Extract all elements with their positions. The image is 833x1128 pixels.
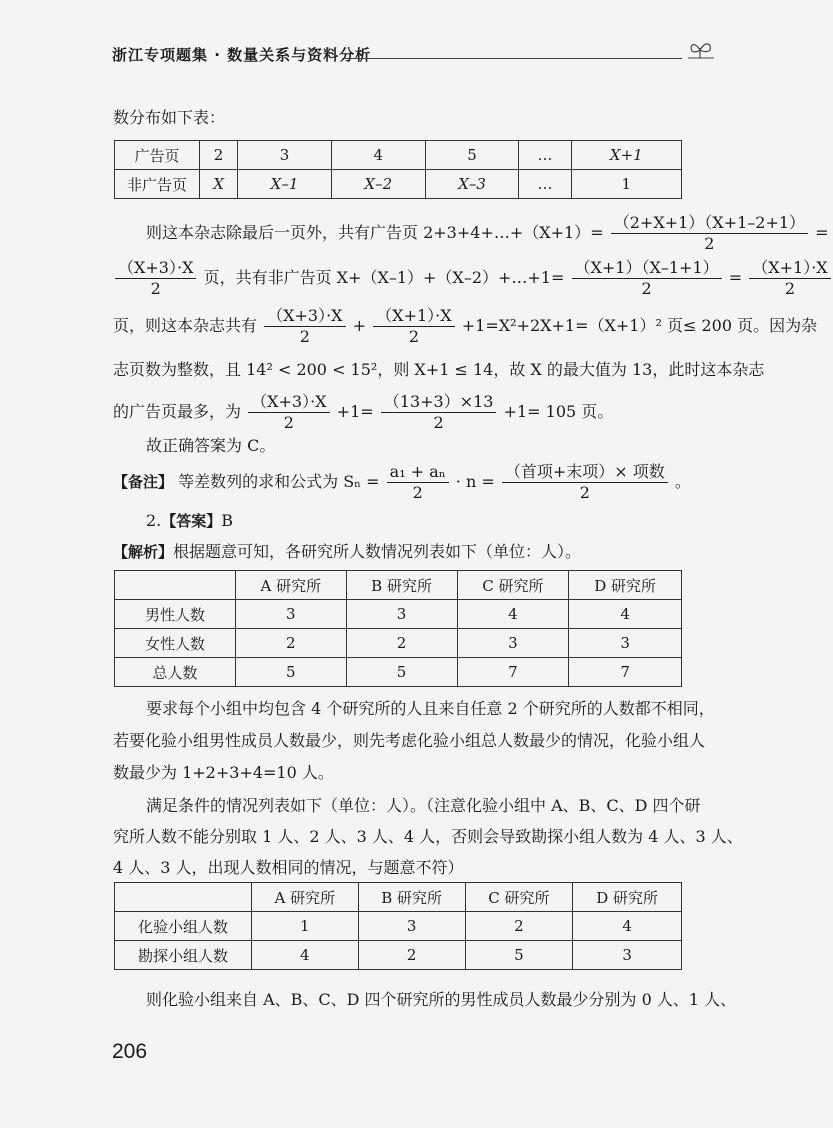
table-row bbox=[115, 912, 682, 941]
page-number: 206 bbox=[112, 1040, 148, 1063]
table-cell: X bbox=[200, 170, 238, 199]
table-cell: 2 bbox=[236, 629, 347, 658]
numerator: （X+1）·X bbox=[373, 306, 454, 327]
ad-page-table bbox=[114, 140, 682, 199]
numerator: （X+1）（X–1+1） bbox=[572, 258, 722, 279]
fraction bbox=[611, 213, 808, 254]
table-cell: X–2 bbox=[331, 170, 425, 199]
answer-value: B bbox=[221, 511, 234, 530]
denominator: 2 bbox=[704, 234, 715, 253]
answer-line: 故正确答案为 C。 bbox=[146, 436, 276, 455]
table-cell: 勘探小组人数 bbox=[115, 941, 252, 970]
text-run: 的广告页最多，为 bbox=[113, 402, 242, 421]
table-cell: 1 bbox=[252, 912, 359, 941]
table-cell: 广告页 bbox=[115, 141, 200, 170]
text-line: 4 人、3 人，出现人数相同的情况，与题意不符） bbox=[113, 858, 464, 877]
analysis-label: 【解析】 bbox=[113, 543, 174, 561]
table-row bbox=[115, 170, 682, 199]
table-cell: 5 bbox=[425, 141, 519, 170]
numerator: （X+1）·X bbox=[749, 258, 830, 279]
table-cell: A 研究所 bbox=[236, 571, 347, 600]
note-label: 【备注】 bbox=[113, 473, 174, 491]
table-cell: 3 bbox=[358, 912, 465, 941]
table-cell: B 研究所 bbox=[346, 571, 457, 600]
intro-text: 数分布如下表： bbox=[113, 108, 226, 127]
fraction bbox=[381, 392, 497, 433]
text-run: 页，则这本杂志共有 bbox=[113, 316, 258, 335]
text-run: + bbox=[352, 316, 367, 335]
text-run: = bbox=[815, 223, 829, 242]
question-number: 2. bbox=[146, 511, 162, 530]
table-cell: X+1 bbox=[571, 141, 681, 170]
table-cell: C 研究所 bbox=[457, 571, 569, 600]
table-cell: 4 bbox=[252, 941, 359, 970]
table-cell: 3 bbox=[238, 141, 332, 170]
text-run: 则这本杂志除最后一页外，共有广告页 2+3+4+…+（X+1）= bbox=[146, 223, 604, 242]
table-cell: 5 bbox=[346, 658, 457, 687]
numerator: （2+X+1）（X+1–2+1） bbox=[611, 213, 808, 234]
table-cell: 2 bbox=[200, 141, 238, 170]
table-cell: 3 bbox=[569, 629, 682, 658]
running-header: 浙江专项题集 · 数量关系与资料分析 bbox=[112, 46, 372, 64]
denominator: 2 bbox=[408, 327, 419, 346]
table-cell: D 研究所 bbox=[573, 883, 682, 912]
table-cell: 7 bbox=[457, 658, 569, 687]
answer-label: 【答案】 bbox=[161, 512, 222, 530]
denominator: 2 bbox=[579, 483, 590, 502]
text-run: +1= 105 页。 bbox=[503, 402, 614, 421]
text-run: 根据题意可知，各研究所人数情况列表如下（单位：人）。 bbox=[173, 542, 582, 561]
fraction bbox=[502, 462, 668, 503]
text-line: 数最少为 1+2+3+4=10 人。 bbox=[113, 763, 334, 782]
note-line bbox=[113, 462, 691, 503]
text-line: 志页数为整数，且 14² < 200 < 15²，则 X+1 ≤ 14，故 X 的最大值为 13，此时这本杂志 bbox=[113, 360, 765, 379]
table-header-row bbox=[115, 571, 682, 600]
text-run: +1=X²+2X+1=（X+1）² 页≤ 200 页。因为杂 bbox=[461, 316, 818, 335]
formula-line-2 bbox=[113, 258, 833, 299]
numerator: a₁ + aₙ bbox=[387, 462, 449, 483]
table-cell bbox=[115, 883, 252, 912]
fraction bbox=[387, 462, 449, 503]
table-cell: 7 bbox=[569, 658, 682, 687]
table-row bbox=[115, 941, 682, 970]
denominator: 2 bbox=[150, 279, 161, 298]
text-run: +1= bbox=[336, 402, 374, 421]
fraction bbox=[572, 258, 722, 299]
table-cell: 男性人数 bbox=[115, 600, 236, 629]
table-cell: 3 bbox=[573, 941, 682, 970]
table-cell: 3 bbox=[457, 629, 569, 658]
denominator: 2 bbox=[412, 483, 423, 502]
sprout-icon bbox=[686, 38, 716, 66]
denominator: 2 bbox=[784, 279, 796, 298]
text-run: · n = bbox=[455, 472, 495, 491]
table-cell: 2 bbox=[346, 629, 457, 658]
table-cell: 5 bbox=[236, 658, 347, 687]
table-row bbox=[115, 658, 682, 687]
table-cell: B 研究所 bbox=[358, 883, 465, 912]
fraction bbox=[115, 258, 196, 299]
text-run: 等差数列的求和公式为 Sₙ = bbox=[178, 472, 380, 491]
numerator: （首项+末项）× 项数 bbox=[502, 462, 668, 483]
table-cell: X–1 bbox=[238, 170, 332, 199]
formula-line-3 bbox=[113, 306, 817, 347]
denominator: 2 bbox=[283, 413, 294, 432]
table-row bbox=[115, 600, 682, 629]
denominator: 2 bbox=[641, 279, 652, 298]
table-cell: 非广告页 bbox=[115, 170, 200, 199]
text-line: 满足条件的情况列表如下（单位：人）。（注意化验小组中 A、B、C、D 四个研 bbox=[146, 796, 701, 815]
denominator: 2 bbox=[433, 413, 444, 432]
table-cell: 4 bbox=[457, 600, 569, 629]
text-line: 要求每个小组中均包含 4 个研究所的人且来自任意 2 个研究所的人数都不相同， bbox=[146, 699, 715, 718]
table-cell: … bbox=[519, 170, 571, 199]
text-run: 。 bbox=[674, 472, 691, 491]
fraction bbox=[248, 392, 329, 433]
table-row bbox=[115, 629, 682, 658]
table-cell: 2 bbox=[465, 912, 573, 941]
fraction bbox=[749, 258, 830, 299]
numerator: （X+3）·X bbox=[115, 258, 196, 279]
table-cell: 女性人数 bbox=[115, 629, 236, 658]
numerator: （X+3）·X bbox=[248, 392, 329, 413]
fraction bbox=[373, 306, 454, 347]
table-cell: X–3 bbox=[425, 170, 519, 199]
text-line: 究所人数不能分别取 1 人、2 人、3 人、4 人，否则会导致勘探小组人数为 4 人、3 人、 bbox=[113, 827, 743, 846]
text-run: 页，共有非广告页 X+（X–1）+（X–2）+…+1= bbox=[203, 268, 565, 287]
table-cell bbox=[115, 571, 236, 600]
table-cell: 5 bbox=[465, 941, 573, 970]
institute-table bbox=[114, 570, 682, 687]
table-cell: … bbox=[519, 141, 571, 170]
table-cell: 4 bbox=[331, 141, 425, 170]
denominator: 2 bbox=[299, 327, 310, 346]
text-line: 若要化验小组男性成员人数最少，则先考虑化验小组总人数最少的情况，化验小组人 bbox=[113, 731, 706, 750]
table-cell: 1 bbox=[571, 170, 681, 199]
table-cell: 2 bbox=[358, 941, 465, 970]
q2-answer-line bbox=[146, 510, 233, 532]
formula-line-4 bbox=[113, 392, 613, 433]
group-table bbox=[114, 882, 682, 970]
text-line: 则化验小组来自 A、B、C、D 四个研究所的男性成员人数最少分别为 0 人、1 人、 bbox=[146, 990, 737, 1009]
table-cell: 4 bbox=[573, 912, 682, 941]
table-header-row bbox=[115, 883, 682, 912]
table-cell: 3 bbox=[346, 600, 457, 629]
table-row bbox=[115, 141, 682, 170]
table-cell: 化验小组人数 bbox=[115, 912, 252, 941]
numerator: （13+3）×13 bbox=[381, 392, 497, 413]
q2-analysis-line bbox=[113, 541, 581, 563]
table-cell: A 研究所 bbox=[252, 883, 359, 912]
table-cell: 3 bbox=[236, 600, 347, 629]
table-cell: 总人数 bbox=[115, 658, 236, 687]
header-rule bbox=[342, 58, 682, 59]
table-cell: C 研究所 bbox=[465, 883, 573, 912]
table-cell: 4 bbox=[569, 600, 682, 629]
fraction bbox=[264, 306, 345, 347]
formula-line-1 bbox=[146, 213, 829, 254]
table-cell: D 研究所 bbox=[569, 571, 682, 600]
text-run: = bbox=[728, 268, 743, 287]
numerator: （X+3）·X bbox=[264, 306, 345, 327]
